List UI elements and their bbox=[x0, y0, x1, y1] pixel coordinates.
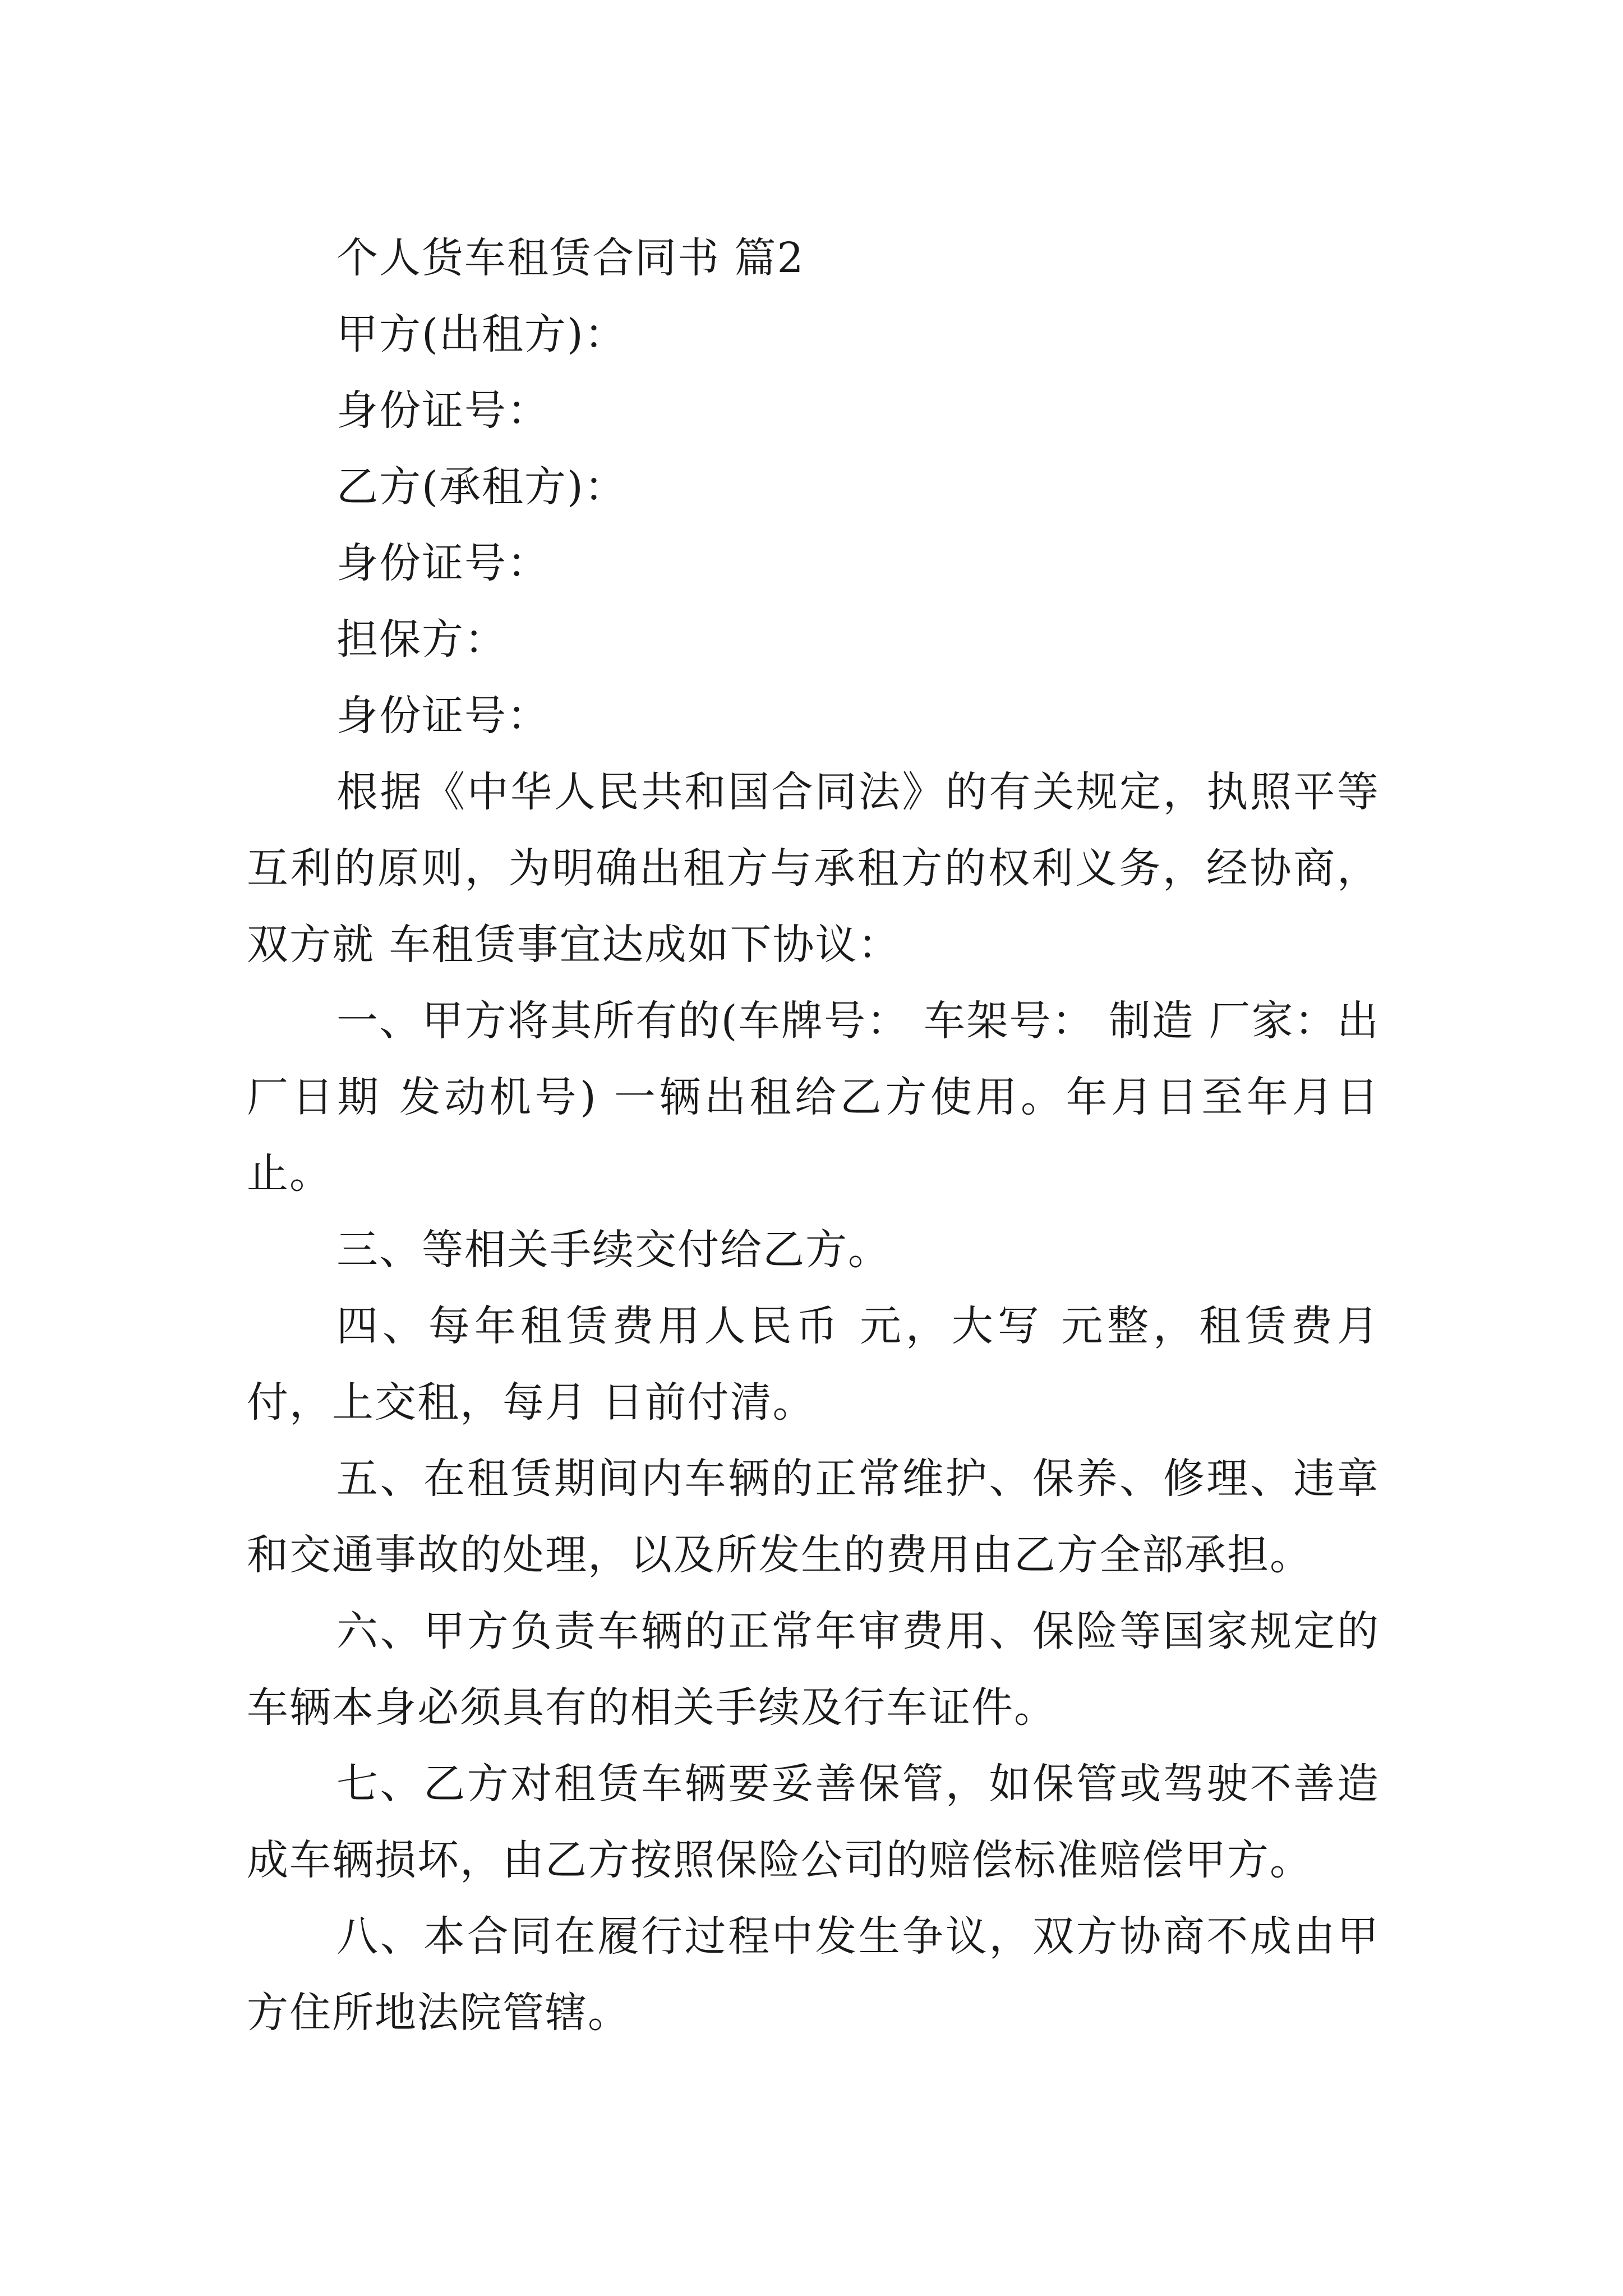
clause-8-paragraph: 八、本合同在履行过程中发生争议，双方协商不成由甲方住所地法院管辖。 bbox=[247, 1912, 1380, 2037]
clause-4-paragraph: 四、每年租赁费用人民币 元，大写 元整，租赁费月付，上交租，每月 日前付清。 bbox=[247, 1302, 1380, 1427]
clause-3-paragraph: 三、等相关手续交付给乙方。 bbox=[336, 1226, 891, 1274]
guarantor-field: 担保方： bbox=[336, 615, 507, 664]
document-title: 个人货车租赁合同书 篇2 bbox=[336, 234, 805, 282]
lessor-id-field: 身份证号： bbox=[336, 386, 550, 435]
clause-5-paragraph: 五、在租赁期间内车辆的正常维护、保养、修理、违章和交通事故的处理，以及所发生的费用由乙方全部承担。 bbox=[247, 1455, 1380, 1579]
clause-1-paragraph: 一、甲方将其所有的(车牌号： 车架号： 制造 厂家：出厂日期 发动机号) 一辆出租给乙方使用。年月日至年月日止。 bbox=[247, 997, 1380, 1198]
guarantor-id-field: 身份证号： bbox=[336, 692, 550, 740]
preamble-paragraph: 根据《中华人民共和国合同法》的有关规定，执照平等互利的原则，为明确出租方与承租方的权利义务，经协商，双方就 车租赁事宜达成如下协议： bbox=[247, 768, 1380, 969]
clause-6-paragraph: 六、甲方负责车辆的正常年审费用、保险等国家规定的车辆本身必须具有的相关手续及行车证件。 bbox=[247, 1607, 1380, 1732]
lessee-field: 乙方(承租方)： bbox=[336, 463, 627, 511]
clause-7-paragraph: 七、乙方对租赁车辆要妥善保管，如保管或驾驶不善造成车辆损坏，由乙方按照保险公司的赔偿标准赔偿甲方。 bbox=[247, 1760, 1380, 1884]
lessee-id-field: 身份证号： bbox=[336, 539, 550, 587]
lessor-field: 甲方(出租方)： bbox=[336, 310, 627, 358]
document-body bbox=[247, 220, 1380, 2051]
